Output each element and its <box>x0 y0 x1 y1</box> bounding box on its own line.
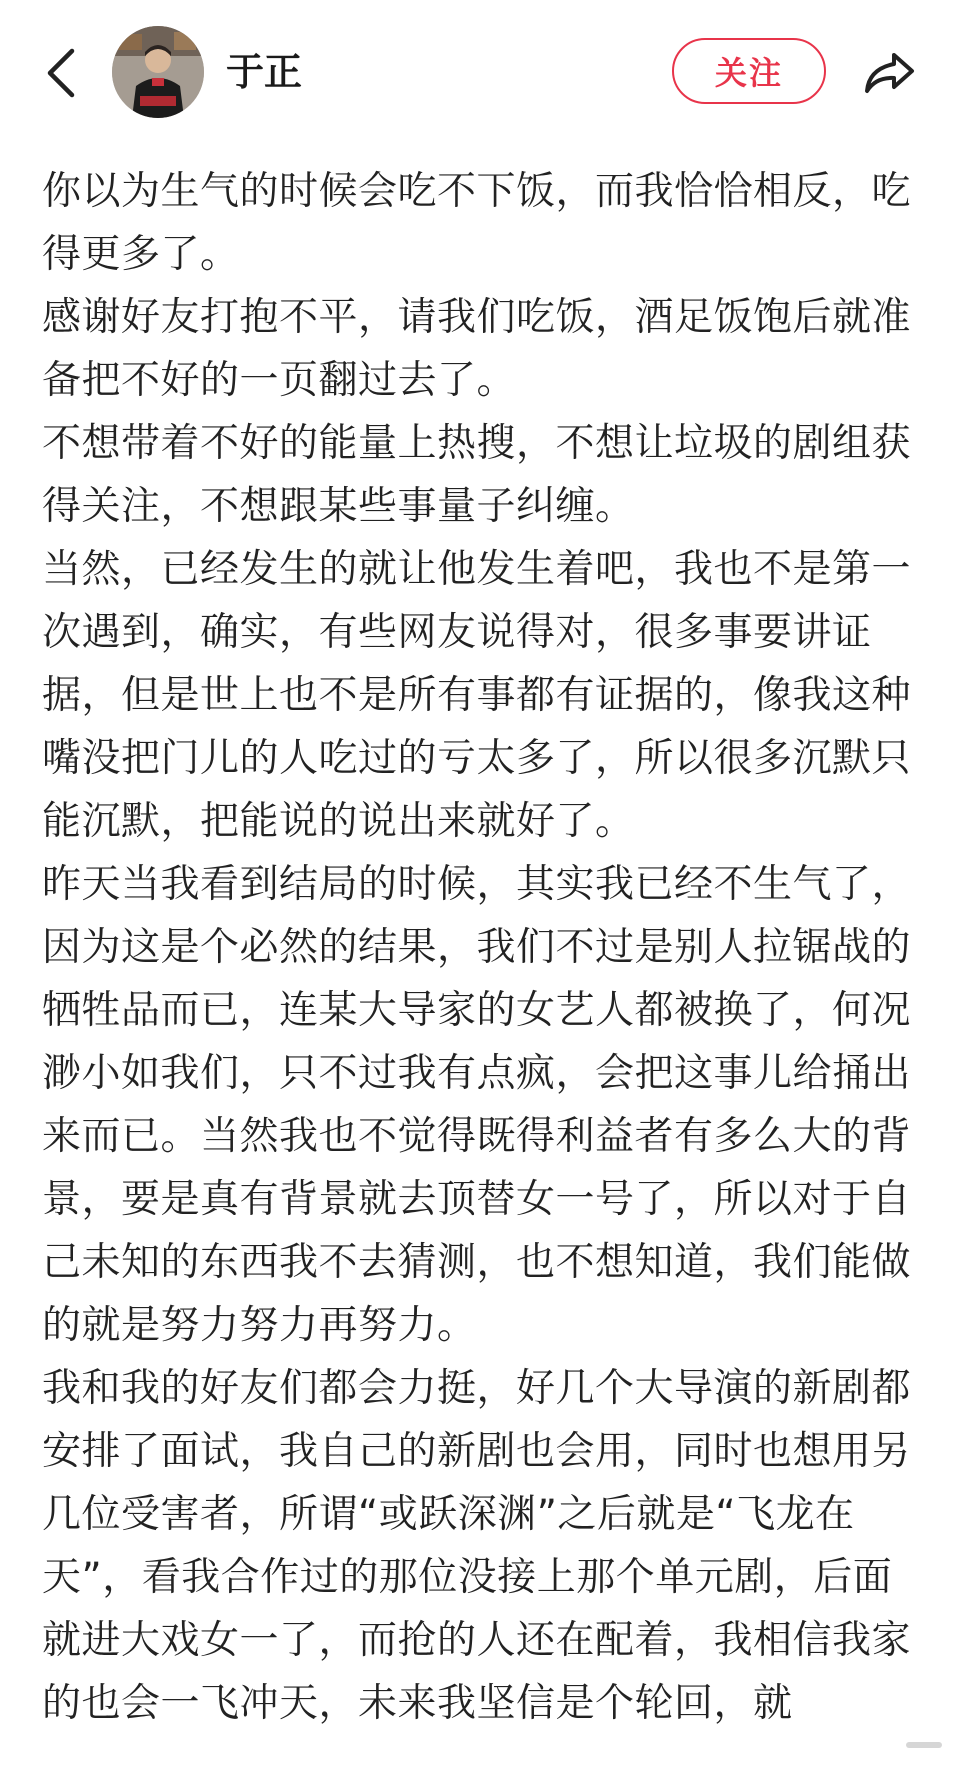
chevron-left-icon <box>46 47 76 99</box>
post-paragraph: 不想带着不好的能量上热搜，不想让垃圾的剧组获得关注，不想跟某些事量子纠缠。 <box>42 421 912 529</box>
post-paragraph: 你以为生气的时候会吃不下饭，而我恰恰相反，吃得更多了。 <box>42 169 912 277</box>
post-paragraph: 感谢好友打抱不平，请我们吃饭，酒足饭饱后就准备把不好的一页翻过去了。 <box>42 295 912 403</box>
avatar-image <box>112 26 204 118</box>
top-bar <box>0 0 960 140</box>
username[interactable]: 于正 <box>226 50 303 94</box>
post-content <box>42 160 922 1770</box>
avatar[interactable] <box>112 26 204 118</box>
follow-button[interactable]: 关注 <box>672 38 826 104</box>
post-paragraph: 我和我的好友们都会力挺，好几个大导演的新剧都安排了面试，我自己的新剧也会用，同时也想用另几位受害者，所谓“或跃深渊”之后就是“飞龙在天”，看我合作过的那位没接上那个单元剧，后面就进大戏女一了，而抢的人还在配着，我相信我家的也会一飞冲天，未来我坚信是个轮回，就 <box>42 1366 912 1726</box>
post-paragraph: 当然，已经发生的就让他发生着吧，我也不是第一次遇到，确实，有些网友说得对，很多事要讲证据，但是世上也不是所有事都有证据的，像我这种嘴没把门儿的人吃过的亏太多了，所以很多沉默只能沉默，把能说的说出来就好了。 <box>42 547 912 844</box>
share-arrow-icon <box>862 49 916 97</box>
scroll-indicator[interactable] <box>906 1742 942 1748</box>
post-paragraph: 昨天当我看到结局的时候，其实我已经不生气了，因为这是个必然的结果，我们不过是别人拉锯战的牺牲品而已，连某大导家的女艺人都被换了，何况渺小如我们，只不过我有点疯，会把这事儿给捅出来而已。当然我也不觉得既得利益者有多么大的背景，要是真有背景就去顶替女一号了，所以对于自己未知的东西我不去猜测，也不想知道，我们能做的就是努力努力再努力。 <box>42 862 912 1348</box>
share-button[interactable] <box>856 42 922 104</box>
back-button[interactable] <box>36 40 86 106</box>
